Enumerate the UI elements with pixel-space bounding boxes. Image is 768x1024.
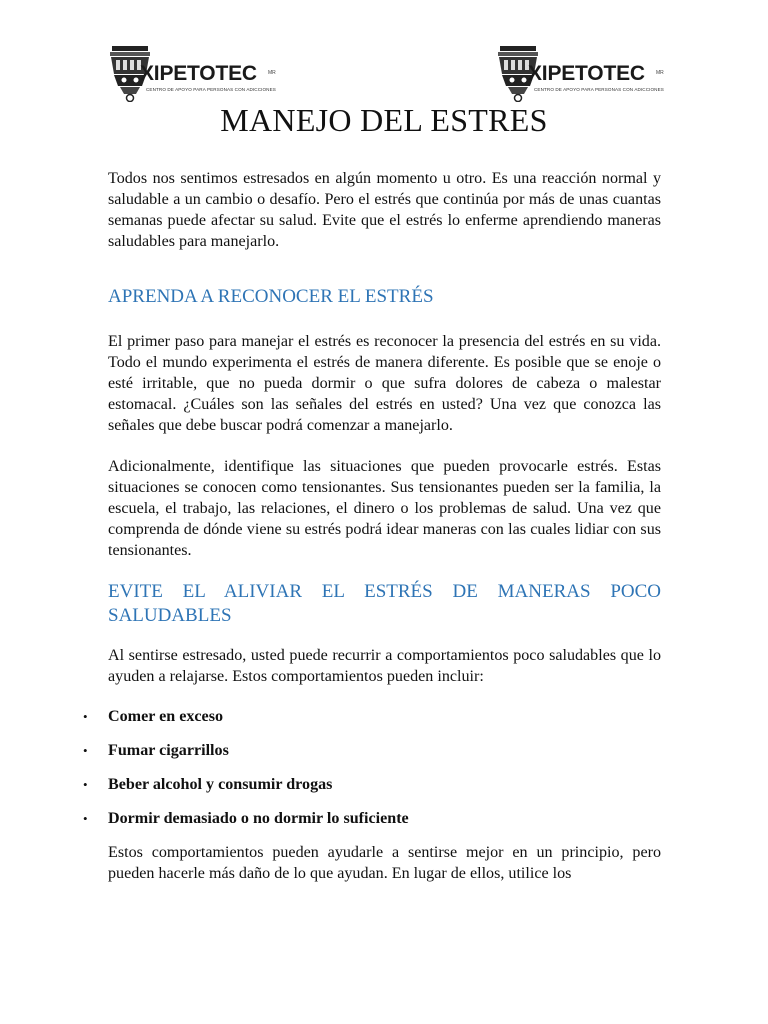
xipetotec-logo-left	[108, 44, 278, 104]
bullet-icon: •	[83, 777, 88, 792]
xipetotec-logo-right	[496, 44, 666, 104]
bullet-icon: •	[83, 811, 88, 826]
bullet-icon: •	[83, 743, 88, 758]
list-item-text: Comer en exceso	[108, 708, 223, 725]
logo-tagline: CENTRO DE APOYO PARA PERSONAS CON ADICCIONES	[146, 87, 276, 92]
section2-closing-paragraph: Estos comportamientos pueden ayudarle a sentirse mejor en un principio, pero pueden hacerle más daño de lo que ayudan. En lugar de ellos, utilice los	[108, 844, 661, 882]
section2-intro-paragraph: Al sentirse estresado, usted puede recurrir a comportamientos poco saludables que lo ayuden a relajarse. Estos comportamientos pueden incluir:	[108, 647, 661, 685]
list-item	[83, 774, 661, 795]
section1-paragraph-1: El primer paso para manejar el estrés es reconocer la presencia del estrés en su vida. Todo el mundo experimenta el estrés de manera diferente. Es posible que se enoje o esté irritable, que no pueda dormir o que sufra dolores de cabeza o malestar estomacal. ¿Cuáles son las señales del estrés en usted? Una vez que conozca las señales que debe buscar podrá comenzar a manejarlo.	[108, 333, 661, 434]
list-item-text: Beber alcohol y consumir drogas	[108, 776, 333, 793]
list-item	[83, 740, 661, 761]
intro-paragraph: Todos nos sentimos estresados en algún momento u otro. Es una reacción normal y saludable a un cambio o desafío. Pero el estrés que continúa por más de unas cuantas semanas puede afectar su salud. Evite que el estrés lo enferme aprendiendo maneras saludables para manejarlo.	[108, 170, 661, 250]
document-body	[83, 168, 661, 884]
section-heading-recognize-stress: APRENDA A RECONOCER EL ESTRÉS	[108, 286, 434, 307]
document-title: MANEJO DEL ESTRES	[220, 102, 548, 138]
section-heading-avoid-unhealthy: EVITE EL ALIVIAR EL ESTRÉS DE MANERAS POCO SALUDABLES	[108, 581, 661, 626]
list-item-text: Dormir demasiado o no dormir lo suficiente	[108, 810, 409, 827]
unhealthy-behaviors-list	[83, 706, 661, 829]
logo-brand-text: XIPETOTEC	[140, 62, 257, 85]
list-item	[83, 706, 661, 727]
logo-registered-mark: MR	[268, 70, 276, 76]
logo-tagline: CENTRO DE APOYO PARA PERSONAS CON ADICCIONES	[534, 87, 664, 92]
list-item-text: Fumar cigarrillos	[108, 742, 229, 759]
list-item	[83, 808, 661, 829]
logo-brand-text: XIPETOTEC	[528, 62, 645, 85]
bullet-icon: •	[83, 709, 88, 724]
section1-paragraph-2: Adicionalmente, identifique las situaciones que pueden provocarle estrés. Estas situaciones se conocen como tensionantes. Sus tensionantes pueden ser la familia, la escuela, el trabajo, las relaciones, el dinero o los problemas de salud. Una vez que comprenda de dónde viene su estrés podrá idear maneras con las cuales lidiar con sus tensionantes.	[108, 458, 661, 559]
logo-registered-mark: MR	[656, 70, 664, 76]
